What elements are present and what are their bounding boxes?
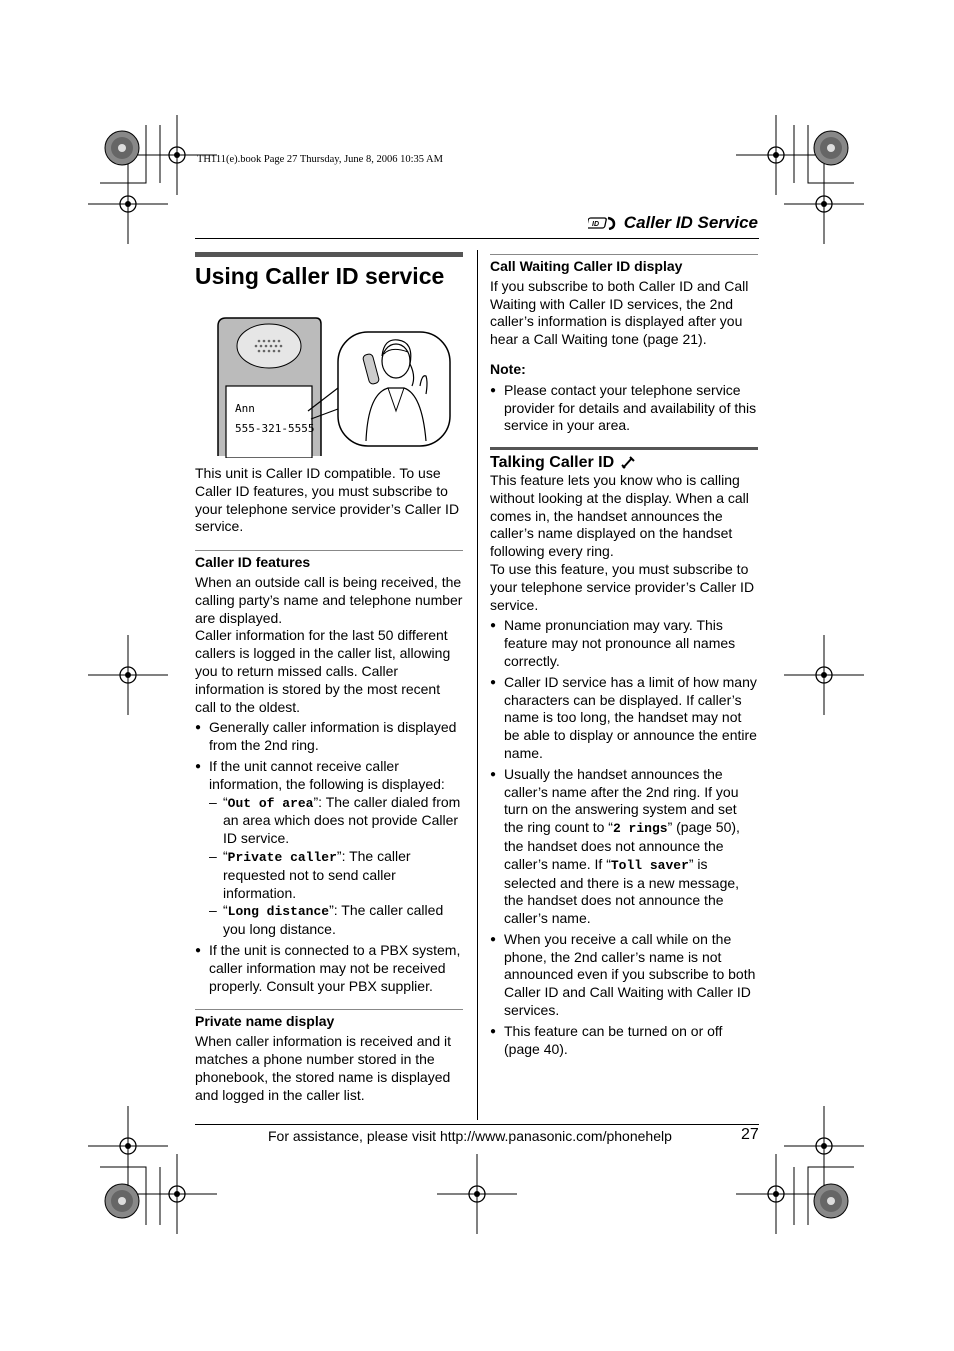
dash-list [209,794,463,939]
page-title: Using Caller ID service [195,263,445,289]
talking-caller-id-heading [490,454,758,472]
list-item: – “Out of area”: The caller dialed from an area which does not provide Caller ID service. [209,794,463,848]
display-name: Ann [235,402,255,415]
features-bullets [195,719,463,995]
bullet-text: ” (page 50), the handset does not announce the caller’s name. If “ [504,819,740,872]
list-item: ● When you receive a call while on the phone, the 2nd caller’s name is not announced even if you subscribe to both Caller ID and Call Waiting with Caller ID services. [490,931,758,1020]
list-item: – “Long distance”: The caller called you long distance. [209,902,463,939]
header-rule [195,238,759,239]
code-text: Out of area [227,795,314,811]
code-text: Toll saver [610,857,689,873]
section-header [588,213,758,233]
code-text: 2 rings [612,821,668,837]
column-divider [477,250,478,1120]
section-divider [490,447,758,450]
call-waiting-text: If you subscribe to both Caller ID and Call Waiting with Caller ID services, the 2nd caller’s information is displayed after you hear a Call Waiting tone (page 21). [490,277,749,348]
footer-assistance-text: For assistance, please visit http://www.panasonic.com/phonehelp [268,1128,672,1144]
intro-text: This unit is Caller ID compatible. To use Caller ID features, you must subscribe to your telephone service provider’s Caller ID service. [195,465,460,535]
bullet-text: ” is selected and there is a new message, the handset does not announce the caller’s name. [504,855,740,927]
svg-text:ID: ID [591,221,599,228]
dash-text: : The caller dialed from an area which does not provide Caller ID service. [223,793,461,847]
list-item [490,766,758,928]
talking-paragraph-1: This feature lets you know who is calling without looking at the display. When a call comes in, the handset announces the caller’s name displayed on the handset following every ring. [490,471,749,560]
right-column [490,254,758,1061]
footer-rule [195,1124,759,1125]
divider [490,254,758,255]
note-bullets [490,382,758,435]
list-item: ● If the unit is connected to a PBX system, caller information may not be received properly. Consult your PBX supplier. [195,942,463,995]
left-column [195,465,463,1104]
list-item: ● Generally caller information is displayed from the 2nd ring. [195,719,463,755]
private-name-text: When caller information is received and it matches a phone number stored in the phonebook, the stored name is displayed and logged in the caller list. [195,1033,452,1103]
code-text: Private caller [227,849,337,865]
features-paragraph-2: Caller information for the last 50 different callers is logged in the caller list, allowing you to return missed calls. Caller information is stored by the most recent call to the oldest. [195,627,451,715]
note-label: Note: [490,360,526,377]
features-paragraph-1: When an outside call is being received, the calling party’s name and telephone number are displayed. [195,573,463,626]
title-bar [195,252,463,257]
private-name-heading: Private name display [195,1013,335,1030]
handset-icon [620,455,636,471]
list-item: – “Private caller”: The caller requested not to send caller information. [209,848,463,902]
code-text: Long distance [227,904,330,920]
bullet-text: If the unit cannot receive caller information, the following is displayed: [209,757,445,792]
talking-paragraph-2: To use this feature, you must subscribe to your telephone service provider’s Caller ID service. [490,560,755,613]
list-item: ● Name pronunciation may vary. This feature may not pronounce all names correctly. [490,617,758,670]
display-number: 555-321-5555 [235,422,315,435]
divider [195,550,463,551]
dash-text: : The caller called you long distance. [223,902,444,938]
list-item: ● Caller ID service has a limit of how many characters can be displayed. If caller’s name is too long, the handset may not be able to display or announce the entire name. [490,674,758,763]
divider [195,1009,463,1010]
page-number: 27 [741,1126,759,1143]
caller-id-icon [588,216,618,230]
call-waiting-heading: Call Waiting Caller ID display [490,258,683,274]
list-item [195,758,463,939]
list-item: ● This feature can be turned on or off (page 40). [490,1023,758,1059]
caller-id-features-heading: Caller ID features [195,554,311,571]
book-info: TH111(e).book Page 27 Thursday, June 8, 2006 10:35 AM [197,154,443,165]
section-title: Caller ID Service [623,213,758,232]
dash-text: : The caller requested not to send caller information. [223,847,411,901]
bullet-text: Usually the handset announces the caller’s name after the 2nd ring. If you turn on the answering system and set the ring count to “ [504,765,739,836]
list-item: ● Please contact your telephone service provider for details and availability of this service in your area. [490,382,758,435]
talking-bullets [490,617,758,1058]
talking-caller-id-title: Talking Caller ID [490,454,615,472]
illustration [216,316,454,458]
